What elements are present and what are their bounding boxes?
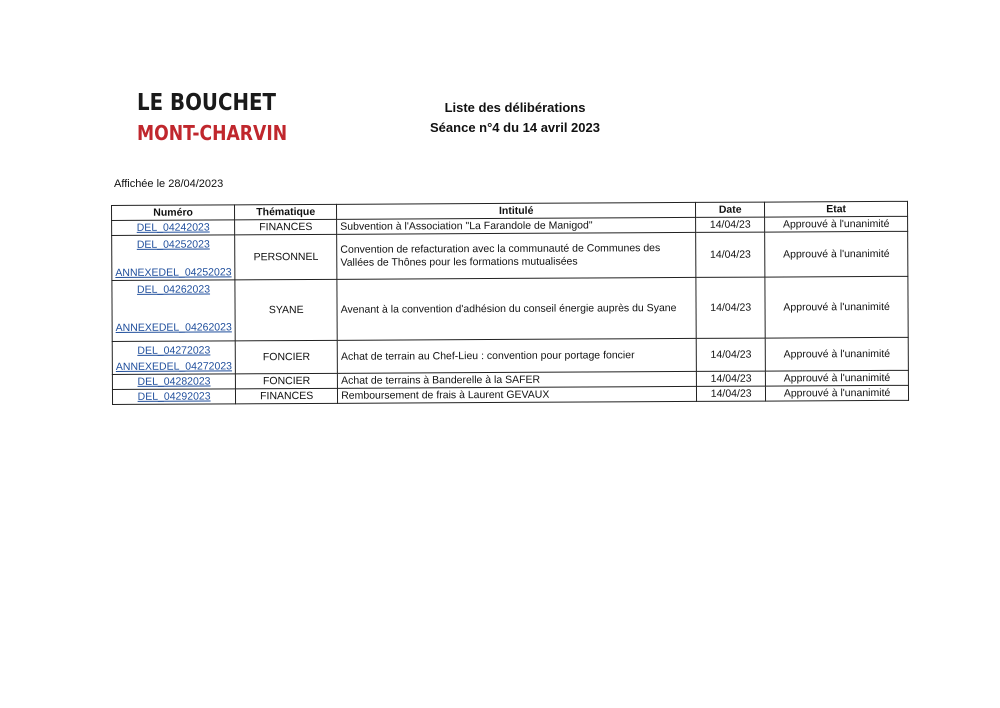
cell-intitule: Subvention à l'Association "La Farandole de Manigod": [337, 217, 696, 234]
cell-etat: Approuvé à l'unanimité: [766, 385, 909, 401]
deliberation-link[interactable]: DEL_04282023: [137, 375, 211, 388]
annex-link[interactable]: ANNEXEDEL_04272023: [115, 360, 233, 373]
deliberation-link[interactable]: DEL_04262023: [137, 283, 211, 296]
cell-etat: Approuvé à l'unanimité: [765, 337, 908, 371]
deliberation-link[interactable]: DEL_04242023: [136, 221, 210, 234]
header-date: Date: [696, 202, 765, 217]
cell-thematique: FINANCES: [236, 388, 338, 404]
cell-intitule: Convention de refacturation avec la communauté de Communes des Vallées de Thônes pour les formations mutualisées: [337, 232, 696, 279]
logo-line1: LE BOUCHET: [137, 90, 277, 116]
cell-date: 14/04/23: [697, 371, 766, 386]
cell-date: 14/04/23: [696, 338, 765, 371]
table-row: [112, 385, 908, 404]
cell-thematique: SYANE: [235, 279, 337, 341]
cell-etat: Approuvé à l'unanimité: [765, 276, 908, 338]
cell-thematique: FONCIER: [236, 373, 338, 389]
page-heading: [410, 98, 620, 138]
cell-numero: [112, 235, 235, 281]
cell-intitule: Avenant à la convention d'adhésion du conseil énergie auprès du Syane: [337, 277, 696, 340]
cell-numero: [112, 220, 235, 236]
header-intitule: Intitulé: [337, 202, 696, 219]
cell-etat: Approuvé à l'unanimité: [765, 231, 908, 277]
cell-numero: [112, 389, 235, 405]
cell-numero: [112, 341, 235, 375]
cell-thematique: PERSONNEL: [235, 234, 337, 280]
cell-date: 14/04/23: [696, 277, 765, 338]
page-title: Liste des délibérations: [444, 100, 586, 115]
cell-date: 14/04/23: [696, 232, 765, 277]
table-row: [112, 337, 908, 374]
annex-link[interactable]: ANNEXEDEL_04252023: [115, 266, 232, 279]
header-etat: Etat: [765, 201, 908, 217]
deliberation-link[interactable]: DEL_04292023: [137, 390, 211, 403]
deliberation-link[interactable]: DEL_04252023: [136, 238, 210, 251]
posted-date: Affichée le 28/04/2023: [114, 178, 224, 190]
cell-etat: Approuvé à l'unanimité: [765, 216, 908, 232]
cell-intitule: Remboursement de frais à Laurent GEVAUX: [338, 386, 697, 403]
page-subtitle: Séance n°4 du 14 avril 2023: [430, 120, 600, 135]
deliberation-link[interactable]: DEL_04272023: [137, 344, 211, 357]
annex-link[interactable]: ANNEXEDEL_04262023: [115, 321, 232, 334]
logo-line2: MONT-CHARVIN: [137, 121, 288, 145]
cell-intitule: Achat de terrain au Chef-Lieu : convention pour portage foncier: [337, 338, 696, 373]
cell-date: 14/04/23: [697, 386, 766, 401]
cell-thematique: FINANCES: [235, 219, 337, 235]
cell-thematique: FONCIER: [235, 340, 337, 374]
cell-etat: Approuvé à l'unanimité: [766, 370, 909, 386]
deliberations-table: [111, 201, 909, 405]
table-row: [112, 276, 908, 341]
header-thematique: Thématique: [235, 204, 337, 220]
cell-date: 14/04/23: [696, 217, 765, 232]
cell-intitule: Achat de terrains à Banderelle à la SAFER: [338, 371, 697, 388]
cell-numero: [112, 280, 235, 342]
table-row: [112, 231, 908, 280]
logo: [137, 92, 312, 143]
header-numero: Numéro: [112, 205, 235, 221]
cell-numero: [112, 374, 235, 390]
